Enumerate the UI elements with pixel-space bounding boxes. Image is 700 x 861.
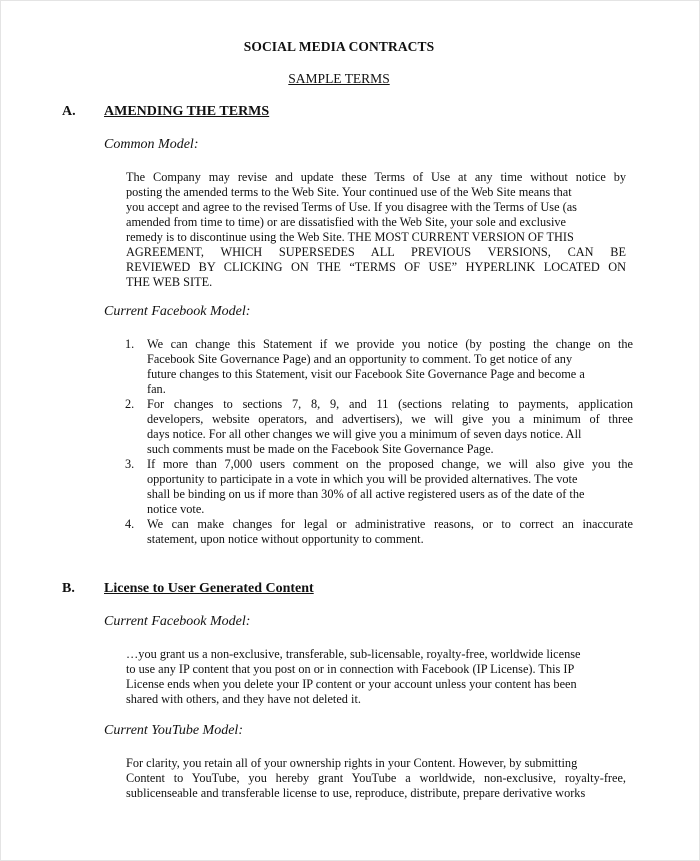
common-model-line: AGREEMENT, WHICH SUPERSEDES ALL PREVIOUS VERSIONS, CAN BE [126, 245, 626, 259]
list-item-number: 1. [125, 337, 135, 351]
facebook-terms-list [125, 337, 633, 547]
list-item-line: We can make changes for legal or administrative reasons, or to correct an inaccurate [147, 517, 633, 531]
section-b-title: License to User Generated Content [104, 581, 314, 596]
list-item-line: Facebook Site Governance Page) and an opportunity to comment. To get notice of any [147, 352, 573, 366]
facebook-license-paragraph [126, 647, 626, 707]
paragraph-line: shared with others, and they have not deleted it. [126, 692, 361, 706]
common-model-line: THE WEB SITE. [126, 275, 213, 289]
list-item-line: developers, website operators, and advertisers), we will give you a minimum of three [147, 412, 633, 426]
list-item-line: For changes to sections 7, 8, 9, and 11 (sections relating to payments, application [147, 397, 633, 411]
facebook-model-label-b: Current Facebook Model: [104, 614, 251, 629]
common-model-label: Common Model: [104, 137, 199, 152]
section-a-letter: A. [62, 104, 76, 119]
list-item-line: notice vote. [147, 502, 205, 516]
common-model-line: REVIEWED BY CLICKING ON THE “TERMS OF USE” HYPERLINK LOCATED ON [126, 260, 626, 274]
list-item [125, 337, 633, 397]
list-item-line: such comments must be made on the Facebook Site Governance Page. [147, 442, 494, 456]
common-model-line: remedy is to discontinue using the Web Site. THE MOST CURRENT VERSION OF THIS [126, 230, 574, 244]
paragraph-line: to use any IP content that you post on or in connection with Facebook (IP License). This IP [126, 662, 575, 676]
list-item-line: If more than 7,000 users comment on the proposed change, we will also give you the [147, 457, 633, 471]
common-model-line: you accept and agree to the revised Terms of Use. If you disagree with the Terms of Use (as [126, 200, 577, 214]
youtube-model-label: Current YouTube Model: [104, 723, 243, 738]
document-title: SOCIAL MEDIA CONTRACTS [243, 39, 435, 54]
list-item [125, 517, 633, 547]
list-item [125, 397, 633, 457]
list-item-line: future changes to this Statement, visit our Facebook Site Governance Page and become a [147, 367, 585, 381]
paragraph-line: …you grant us a non-exclusive, transferable, sub-licensable, royalty-free, worldwide license [126, 647, 581, 661]
paragraph-line: License ends when you delete your IP content or your account unless your content has been [126, 677, 577, 691]
list-item-number: 4. [125, 517, 135, 531]
subtitle-text: SAMPLE TERMS [288, 71, 390, 86]
section-a-title: AMENDING THE TERMS [104, 104, 270, 119]
list-item-number: 3. [125, 457, 135, 471]
common-model-line: The Company may revise and update these Terms of Use at any time without notice by [126, 170, 626, 184]
list-item-line: We can change this Statement if we provide you notice (by posting the change on the [147, 337, 633, 351]
common-model-line: amended from time to time) or are dissatisfied with the Web Site, your sole and exclusive [126, 215, 566, 229]
list-item-line: statement, upon notice without opportunity to comment. [147, 532, 424, 546]
paragraph-line: sublicenseable and transferable license to use, reproduce, distribute, prepare derivative works [126, 786, 586, 800]
common-model-line: posting the amended terms to the Web Site. Your continued use of the Web Site means that [126, 185, 572, 199]
common-model-paragraph [126, 170, 626, 290]
facebook-model-label-a: Current Facebook Model: [104, 304, 251, 319]
youtube-license-paragraph [126, 756, 626, 801]
list-item-line: days notice. For all other changes we will give you a minimum of seven days notice. All [147, 427, 582, 441]
list-item-line: shall be binding on us if more than 30% of all active registered users as of the date of the [147, 487, 585, 501]
list-item-line: opportunity to participate in a vote in which you will be provided alternatives. The vote [147, 472, 578, 486]
section-b-letter: B. [62, 581, 75, 596]
list-item-line: fan. [147, 382, 166, 396]
document-subtitle [1, 71, 677, 87]
paragraph-line: Content to YouTube, you hereby grant YouTube a worldwide, non-exclusive, royalty-free, [126, 771, 626, 785]
list-item-number: 2. [125, 397, 135, 411]
paragraph-line: For clarity, you retain all of your ownership rights in your Content. However, by submitting [126, 756, 578, 770]
list-item [125, 457, 633, 517]
